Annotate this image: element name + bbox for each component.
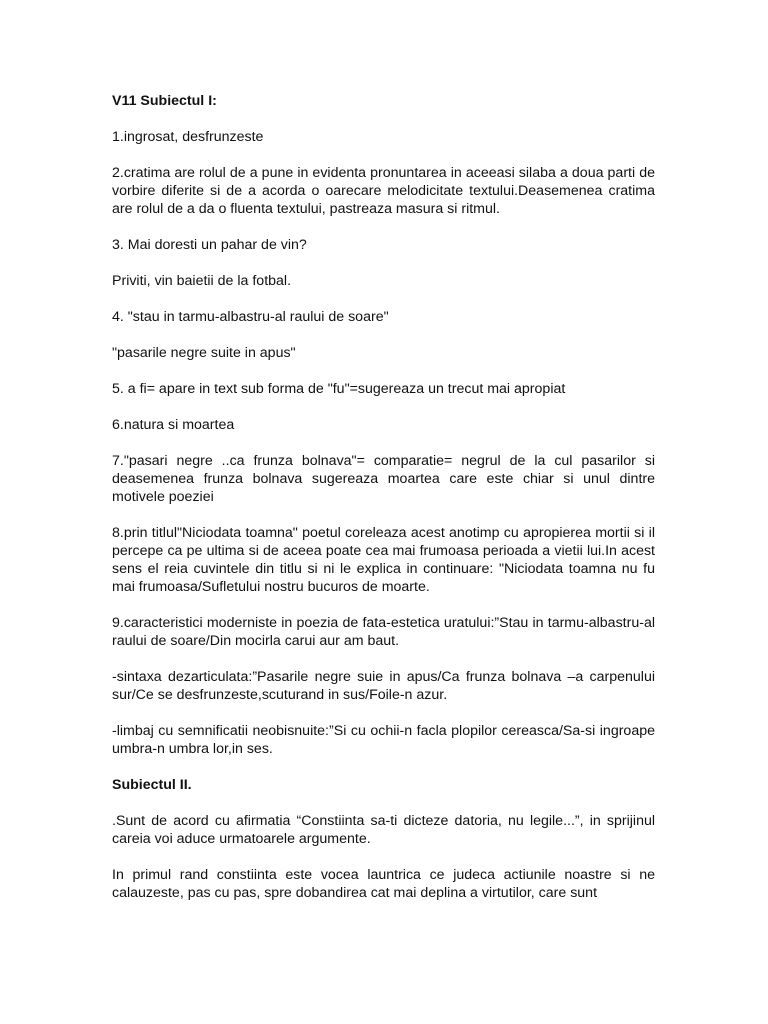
answer-2: 2.cratima are rolul de a pune in evidenta pronuntarea in aceeasi silaba a doua parti de vorbire diferite si de a acorda o oarecare melodicitate textului.Deasemenea cratima are rolul de a da o fluenta textului, pastreaza masura si ritmul. [112, 165, 655, 217]
section-heading-subiectul-1: V11 Subiectul I: [112, 93, 217, 109]
answer-6: 6.natura si moartea [112, 417, 235, 433]
answer-5: 5. a fi= apare in text sub forma de "fu"=sugereaza un trecut mai apropiat [112, 381, 566, 397]
answer-1: 1.ingrosat, desfrunzeste [112, 129, 264, 145]
section-heading-subiectul-2: Subiectul II. [112, 777, 192, 793]
answer-3-example-2: Priviti, vin baietii de la fotbal. [112, 273, 292, 289]
answer-4: 4. "stau in tarmu-albastru-al raului de soare" [112, 309, 389, 325]
answer-3: 3. Mai doresti un pahar de vin? [112, 237, 307, 253]
answer-8: 8.prin titlul"Niciodata toamna" poetul coreleaza acest anotimp cu apropierea mortii si il percepe ca pe ultima si de aceea poate cea mai frumoasa perioada a vietii lui.In acest sens el reia cuvintele din titlu si ni le explica in continuare: "Niciodata toamna nu fu mai frumoasa/Sufletului nostru bucuros de moarte. [112, 525, 655, 595]
answer-9-syntax: -sintaxa dezarticulata:”Pasarile negre suie in apus/Ca frunza bolnava –a carpenului sur/Ce se desfrunzeste,scuturand in sus/Foile-n azur. [112, 669, 655, 703]
answer-9-language: -limbaj cu semnificatii neobisnuite:”Si cu ochii-n facla plopilor cereasca/Sa-si ingroape umbra-n umbra lor,in ses. [112, 723, 655, 757]
answer-7: 7."pasari negre ..ca frunza bolnava"= comparatie= negrul de la cul pasarilor si deasemenea frunza bolnava sugereaza moartea care este chiar si unul dintre motivele poeziei [112, 453, 655, 505]
answer-9: 9.caracteristici moderniste in poezia de fata-estetica uratului:”Stau in tarmu-albastru-al raului de soare/Din mocirla carui aur am baut. [112, 615, 655, 649]
essay-paragraph-2: In primul rand constiinta este vocea launtrica ce judeca actiunile noastre si ne calauzeste, pas cu pas, spre dobandirea cat mai deplina a virtutilor, care sunt [112, 867, 655, 901]
document-page [112, 92, 655, 920]
answer-4-example-2: "pasarile negre suite in apus" [112, 345, 296, 361]
essay-paragraph-1: .Sunt de acord cu afirmatia “Constiinta sa-ti dicteze datoria, nu legile...”, in sprijinul careia voi aduce urmatoarele argumente. [112, 813, 655, 847]
